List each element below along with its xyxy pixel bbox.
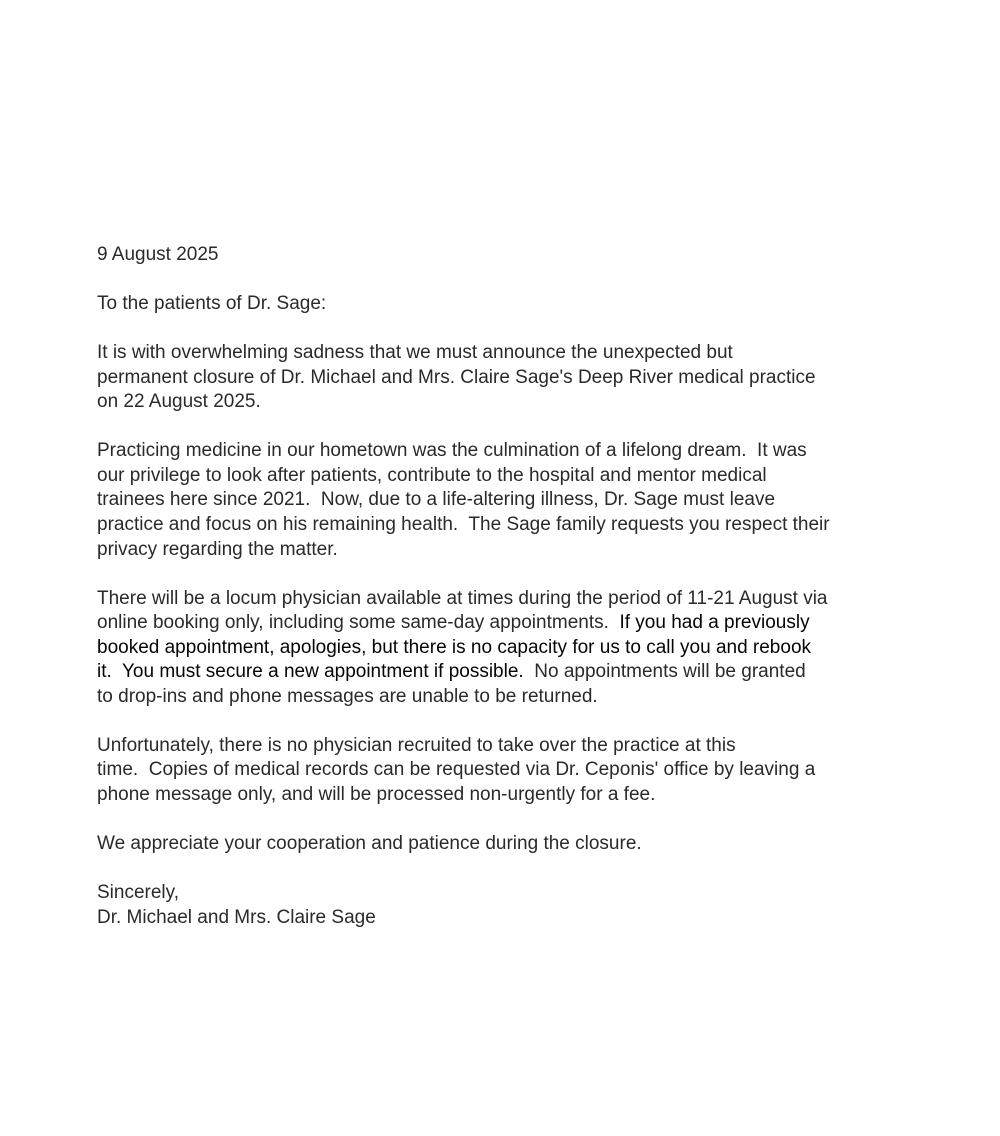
paragraph-line: our privilege to look after patients, contribute to the hospital and mentor medical — [97, 464, 767, 486]
paragraph-line: permanent closure of Dr. Michael and Mrs. Claire Sage's Deep River medical practice — [97, 366, 816, 388]
paragraph-line: trainees here since 2021. Now, due to a life-altering illness, Dr. Sage must leave — [97, 489, 776, 511]
letter-body — [97, 243, 907, 930]
paragraph-text-segment: No appointments will be granted — [523, 661, 806, 683]
paragraph-text-segment: it. You must secure a new appointment if possible. — [97, 661, 524, 683]
paragraph-line: Unfortunately, there is no physician recruited to take over the practice at this — [97, 734, 736, 756]
paragraph-line: There will be a locum physician available at times during the period of 11-21 August via — [97, 587, 828, 609]
paragraph-line: Practicing medicine in our hometown was the culmination of a lifelong dream. It was — [97, 440, 807, 462]
paragraph-line: It is with overwhelming sadness that we must announce the unexpected but — [97, 341, 733, 363]
closing-text: Sincerely, — [97, 882, 180, 904]
letter-signoff — [97, 881, 907, 930]
paragraph-text-segment: If you had a previously — [619, 612, 810, 634]
salutation-text: To the patients of Dr. Sage: — [97, 292, 327, 314]
signature-text: Dr. Michael and Mrs. Claire Sage — [97, 906, 376, 928]
paragraph-text-segment: online booking only, including some same-day appointments. — [97, 612, 620, 634]
paragraph-line: on 22 August 2025. — [97, 391, 261, 413]
background-paragraph — [97, 439, 907, 562]
appreciation-paragraph — [97, 832, 907, 857]
paragraph-line: booked appointment, apologies, but there is no capacity for us to call you and rebook — [97, 636, 812, 658]
letter-salutation — [97, 292, 907, 317]
date-text: 9 August 2025 — [97, 244, 219, 265]
locum-paragraph — [97, 587, 907, 710]
paragraph-line: time. Copies of medical records can be requested via Dr. Ceponis' office by leaving a — [97, 759, 816, 781]
paragraph-line — [97, 660, 907, 685]
paragraph-line: privacy regarding the matter. — [97, 538, 338, 560]
paragraph-line: to drop-ins and phone messages are unable to be returned. — [97, 685, 598, 707]
paragraph-line: practice and focus on his remaining health. The Sage family requests you respect their — [97, 513, 830, 535]
paragraph-line: We appreciate your cooperation and patience during the closure. — [97, 833, 642, 855]
letter-date — [97, 243, 907, 268]
paragraph-line — [97, 611, 907, 636]
paragraph-line: phone message only, and will be processed non-urgently for a fee. — [97, 784, 656, 806]
records-paragraph — [97, 734, 907, 808]
announcement-paragraph — [97, 341, 907, 415]
